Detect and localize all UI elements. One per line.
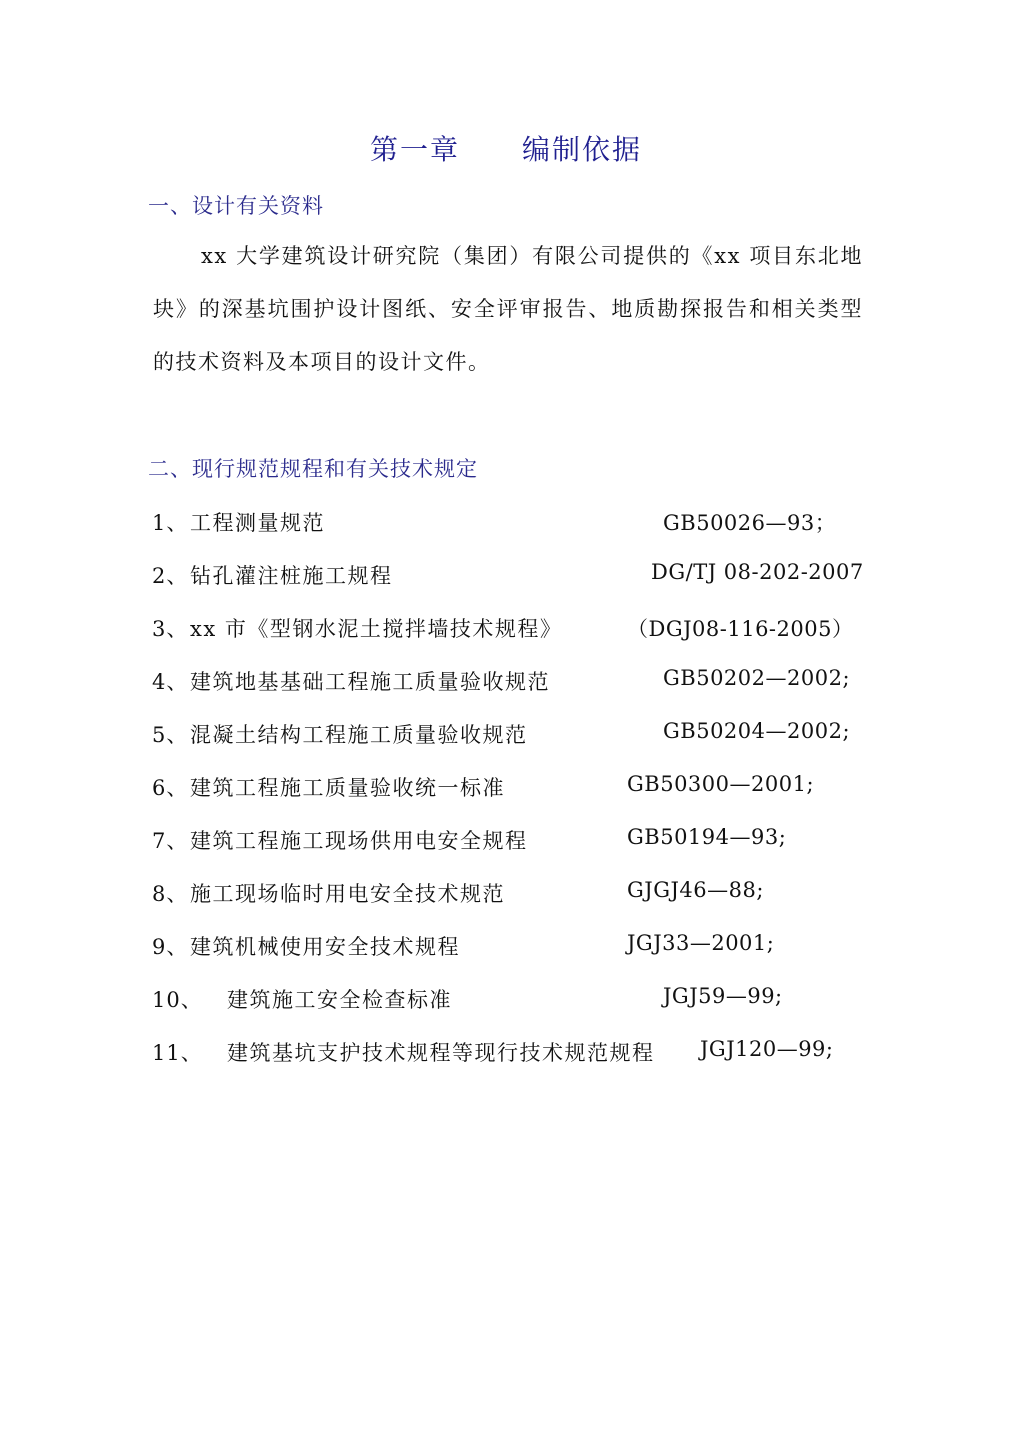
standard-item [152,1037,655,1067]
standard-item-name: 建筑地基基础工程施工质量验收规范 [190,670,550,694]
standard-item-name: 建筑机械使用安全技术规程 [190,935,460,959]
standard-item-name: 建筑基坑支护技术规程等现行技术规范规程 [227,1041,655,1065]
standard-item-name: 建筑施工安全检查标准 [227,988,452,1012]
section-heading-current-standards: 二、现行规范规程和有关技术规定 [148,457,478,481]
chapter-name: 编制依据 [522,133,643,166]
standard-item-name: 建筑工程施工质量验收统一标准 [190,776,505,800]
standard-item-code: JGJ120—99; [700,1037,834,1061]
standard-item-number: 1、 [152,511,189,535]
standard-item-name: 混凝土结构工程施工质量验收规范 [190,723,528,747]
standard-item-code: GB50194—93; [627,825,787,849]
standard-item [152,613,562,643]
standard-item-code: JGJ33—2001; [627,931,775,955]
standard-item [152,719,528,749]
design-materials-paragraph: xx 大学建筑设计研究院（集团）有限公司提供的《xx 项目东北地块》的深基坑围护设计图纸、安全评审报告、地质勘探报告和相关类型的技术资料及本项目的设计文件。 [153,244,863,374]
standard-item-number: 6、 [152,776,189,800]
standard-item-number: 9、 [152,935,189,959]
standard-item-code: GB50204—2002; [663,719,851,743]
standard-item [152,507,325,537]
standard-item-name: 建筑工程施工现场供用电安全规程 [190,829,528,853]
standard-item [152,878,505,908]
standard-item-code: GB50300—2001; [627,772,815,796]
standard-item [152,984,452,1014]
standard-item-number: 3、 [152,617,189,641]
standard-item [152,772,505,802]
standard-item [152,825,528,855]
chapter-title [0,128,1012,168]
standard-item-code: GB50026—93； [663,511,837,535]
standard-item-name: xx 市《型钢水泥土搅拌墙技术规程》 [190,617,563,641]
standard-item-code: JGJ59—99; [663,984,783,1008]
standard-item-code: （DGJ08-116-2005） [627,617,854,641]
standard-item-number: 4、 [152,670,189,694]
standard-item-code: GJGJ46—88; [627,878,764,902]
standard-item-number: 2、 [152,564,189,588]
chapter-number: 第一章 [369,133,460,166]
standard-item-number: 7、 [152,829,189,853]
standard-item-number: 10、 [152,988,203,1012]
section-heading-design-materials: 一、设计有关资料 [148,194,324,218]
standard-item-name: 钻孔灌注桩施工规程 [190,564,393,588]
standard-item-number: 11、 [152,1041,203,1065]
standard-item [152,666,550,696]
standard-item-name: 工程测量规范 [190,511,325,535]
standard-item-number: 5、 [152,723,189,747]
standard-item [152,560,393,590]
standard-item-name: 施工现场临时用电安全技术规范 [190,882,505,906]
standard-item [152,931,460,961]
standard-item-number: 8、 [152,882,189,906]
standard-item-code: DG/TJ 08-202-2007 [651,560,864,584]
standard-item-code: GB50202—2002; [663,666,851,690]
